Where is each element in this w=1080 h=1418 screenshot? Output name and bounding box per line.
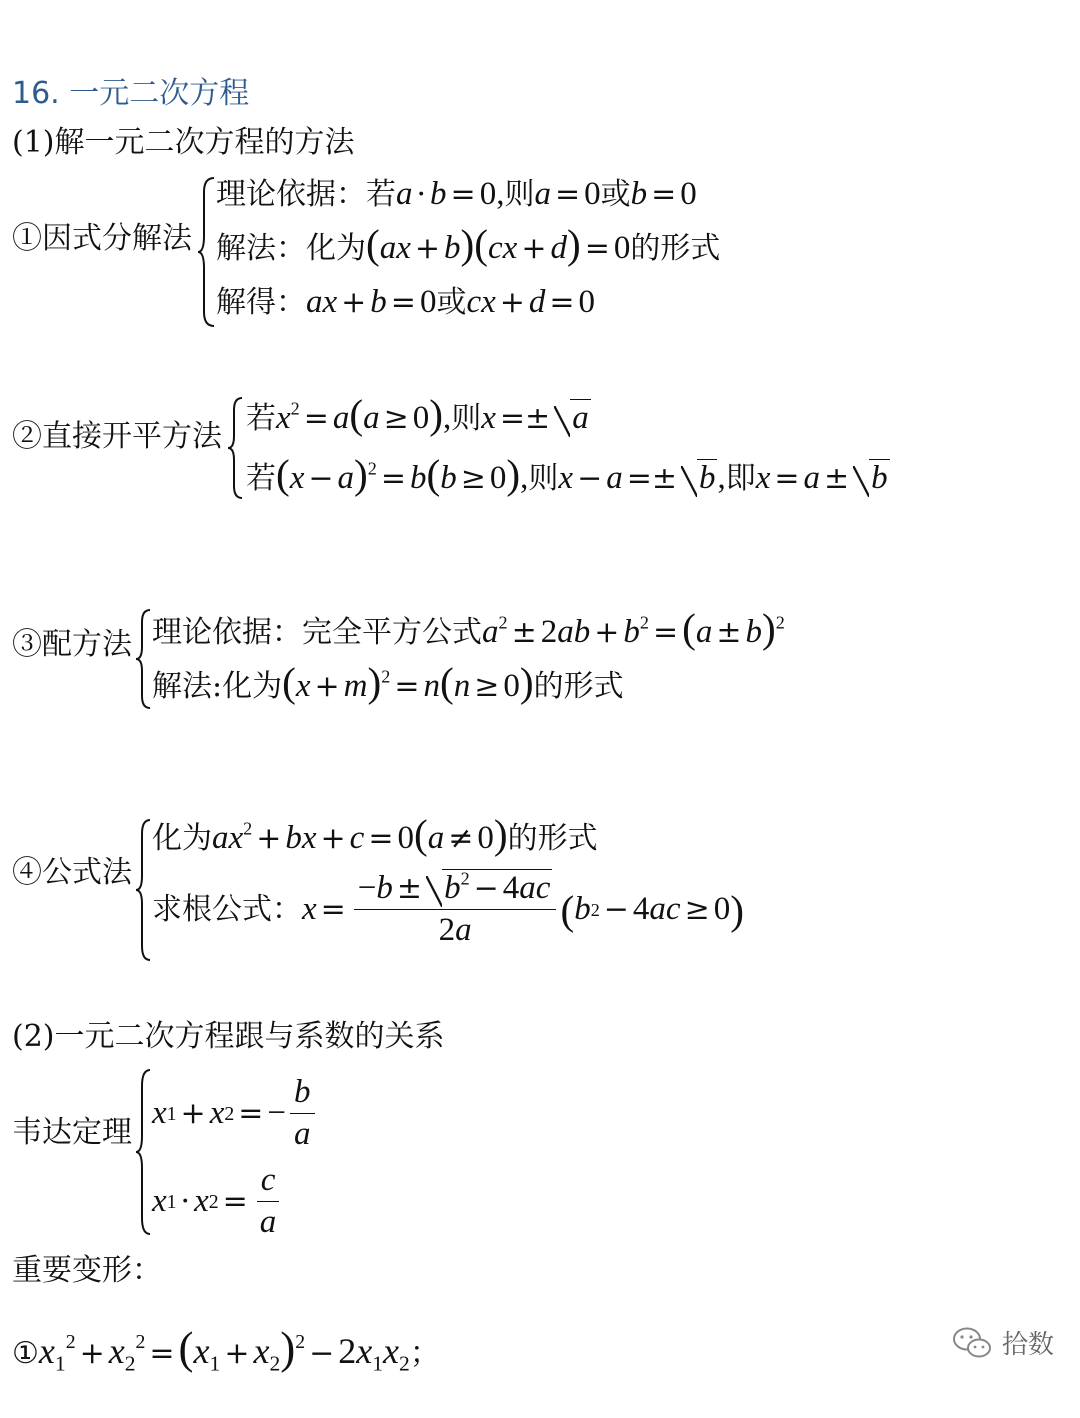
method3-line2: 解法:化为$(x + m)^2 = n(n \ge 0)$的形式 (152, 659, 624, 705)
part1-heading: (1)解一元二次方程的方法 (12, 125, 355, 160)
section-heading: 16. 一元二次方程 (12, 76, 250, 111)
watermark-text: 拾数 (1002, 1330, 1055, 1360)
watermark (952, 1324, 1054, 1361)
vieta-sum: x 1 + x 2 = − $\frac{b}{a}$ (152, 1074, 319, 1153)
method4-label: ④公式法 (12, 855, 132, 890)
method4-line1: 化为$ax^2$ + bx + c = 0(a ≠ 0)的形式 (152, 811, 598, 857)
quadratic-formula-fraction: $\frac{-b \pm b^2 - 4ac}{2a}$ (354, 870, 557, 949)
vieta-brace (134, 1068, 152, 1236)
method4-line2: 求根公式： x = $\frac{-b \pm b^2 - 4ac}{2a}$ ( b 2 − 4 ac ≥ 0 ) (152, 868, 744, 948)
method2-label: ②直接开平方法 (12, 419, 222, 454)
method3-brace (134, 608, 152, 710)
method1-line3: 解得：ax + b = 0或cx + d = 0 (216, 284, 596, 320)
method1-line2: 解法：化为(ax + b)(cx + d) = 0的形式 (216, 221, 721, 267)
wechat-icon (952, 1326, 992, 1360)
method1-brace (196, 176, 216, 328)
vieta-label: 韦达定理 (12, 1115, 132, 1150)
part2-heading: (2)一元二次方程跟与系数的关系 (12, 1019, 445, 1054)
method2-line1: 若$x^2 = a(a \ge 0)$,则x =± a (246, 391, 589, 437)
transform-item-1: $①x_1^2 + x_2^2 =(x_1 + x_2)^2 - 2x_1x_2$； (12, 1323, 440, 1376)
method3-line1: 理论依据：完全平方公式$a^2 \pm 2ab + b^2 =(a \pm b)^2$ (152, 605, 785, 651)
method4-brace (134, 818, 152, 962)
method1-label: ①因式分解法 (12, 221, 192, 256)
method2-brace (226, 396, 244, 500)
method3-label: ③配方法 (12, 627, 132, 662)
transform-heading: 重要变形： (12, 1253, 162, 1288)
vieta-product: x 1 · x 2 = $\frac{c}{a}$ (152, 1162, 284, 1241)
method2-line2: 若$(x - a)^2 = b(b \ge 0)$,则x − a =± b,即x = a ± b (246, 451, 888, 497)
method1-line1: 理论依据：若a · b = 0,则a = 0或b = 0 (216, 176, 697, 212)
